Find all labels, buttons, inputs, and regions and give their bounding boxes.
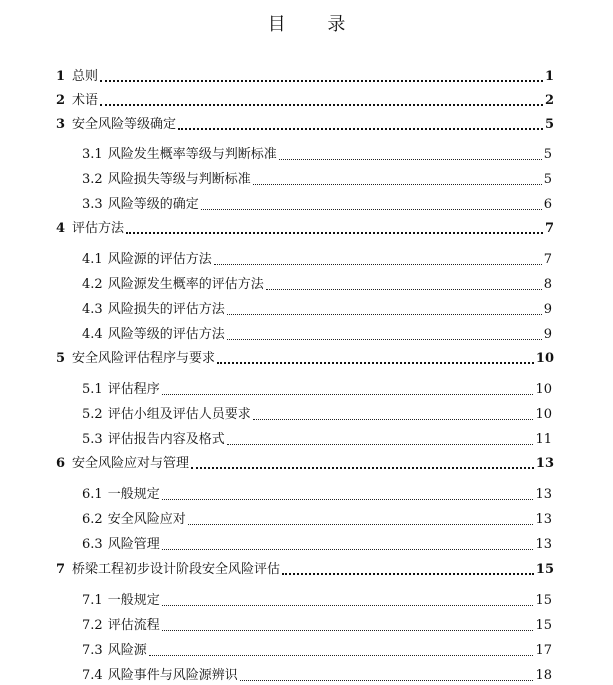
toc-entry-number: 4 bbox=[56, 221, 66, 236]
toc-entry-title: 评估方法 bbox=[72, 221, 125, 236]
toc-entry-number: 6.3 bbox=[82, 537, 103, 552]
toc-entry[interactable] bbox=[82, 171, 552, 189]
toc-dot-leader bbox=[126, 232, 543, 234]
toc-entry[interactable] bbox=[82, 406, 552, 424]
toc-entry-page-number: 1 bbox=[544, 69, 554, 84]
toc-entry-title: 风险源 bbox=[107, 643, 147, 658]
toc-entry-page-number: 13 bbox=[535, 537, 552, 552]
toc-entry[interactable] bbox=[82, 511, 552, 529]
toc-dot-leader bbox=[279, 159, 542, 160]
toc-entry-page-number: 15 bbox=[535, 618, 552, 633]
toc-entry[interactable] bbox=[82, 326, 552, 344]
toc-entry-page-number: 18 bbox=[535, 668, 552, 683]
toc-entry[interactable] bbox=[56, 68, 554, 86]
toc-dot-leader bbox=[100, 80, 543, 82]
toc-entry-title: 一般规定 bbox=[107, 593, 160, 608]
toc-entry-page-number: 10 bbox=[535, 351, 554, 366]
toc-entry-number: 6.1 bbox=[82, 487, 103, 502]
toc-entry-number: 6.2 bbox=[82, 512, 103, 527]
toc-entry-page-number: 5 bbox=[543, 172, 552, 187]
toc-entry-title: 一般规定 bbox=[107, 487, 160, 502]
toc-dot-leader bbox=[217, 362, 534, 364]
toc-entry[interactable] bbox=[82, 617, 552, 635]
toc-dot-leader bbox=[162, 394, 534, 395]
toc-entry-page-number: 10 bbox=[535, 382, 552, 397]
toc-entry-number: 4.3 bbox=[82, 302, 103, 317]
toc-entry-number: 4.4 bbox=[82, 327, 103, 342]
toc-entry-number: 6 bbox=[56, 456, 66, 471]
toc-entry-title: 安全风险应对 bbox=[107, 512, 186, 527]
toc-entry-number: 7.4 bbox=[82, 668, 103, 683]
toc-entry-title: 术语 bbox=[72, 93, 99, 108]
toc-entry-title: 桥梁工程初步设计阶段安全风险评估 bbox=[72, 562, 281, 577]
toc-entry-title: 安全风险评估程序与要求 bbox=[72, 351, 216, 366]
toc-entry-title: 风险损失的评估方法 bbox=[107, 302, 225, 317]
toc-entry-page-number: 10 bbox=[535, 407, 552, 422]
toc-entry-number: 7.3 bbox=[82, 643, 103, 658]
toc-entry[interactable] bbox=[56, 220, 554, 238]
toc-entry-number: 7 bbox=[56, 562, 66, 577]
toc-entry-page-number: 13 bbox=[535, 456, 554, 471]
toc-entry[interactable] bbox=[56, 455, 554, 473]
toc-entry[interactable] bbox=[82, 251, 552, 269]
toc-entry[interactable] bbox=[82, 196, 552, 214]
toc-entry-page-number: 11 bbox=[535, 432, 552, 447]
toc-entry-page-number: 5 bbox=[544, 117, 554, 132]
toc-entry-title: 风险等级的评估方法 bbox=[107, 327, 225, 342]
toc-dot-leader bbox=[149, 655, 534, 656]
toc-entry[interactable] bbox=[82, 486, 552, 504]
toc-entry[interactable] bbox=[82, 276, 552, 294]
toc-entry-number: 5.1 bbox=[82, 382, 103, 397]
toc-title: 目 录 bbox=[267, 14, 364, 35]
toc-entry[interactable] bbox=[56, 116, 554, 134]
toc-dot-leader bbox=[188, 524, 534, 525]
toc-entry-title: 风险等级的确定 bbox=[107, 197, 199, 212]
toc-entry[interactable] bbox=[82, 536, 552, 554]
toc-entry[interactable] bbox=[56, 350, 554, 368]
toc-entry-page-number: 13 bbox=[535, 512, 552, 527]
toc-entry-page-number: 9 bbox=[543, 327, 552, 342]
toc-entry-title: 风险源发生概率的评估方法 bbox=[107, 277, 264, 292]
toc-entry[interactable] bbox=[56, 92, 554, 110]
toc-dot-leader bbox=[227, 444, 534, 445]
toc-entry-page-number: 15 bbox=[535, 562, 554, 577]
toc-dot-leader bbox=[214, 264, 542, 265]
toc-entry[interactable] bbox=[82, 667, 552, 685]
toc-entry-page-number: 6 bbox=[543, 197, 552, 212]
toc-entry-number: 4.1 bbox=[82, 252, 103, 267]
toc-entry-title: 评估程序 bbox=[107, 382, 160, 397]
toc-entry-title: 评估小组及评估人员要求 bbox=[107, 407, 251, 422]
toc-entry-title: 评估报告内容及格式 bbox=[107, 432, 225, 447]
toc-entry[interactable] bbox=[82, 431, 552, 449]
toc-entry-page-number: 7 bbox=[544, 221, 554, 236]
toc-entry-page-number: 13 bbox=[535, 487, 552, 502]
toc-entry-number: 3.3 bbox=[82, 197, 103, 212]
toc-entry-number: 4.2 bbox=[82, 277, 103, 292]
toc-dot-leader bbox=[162, 630, 534, 631]
toc-entry[interactable] bbox=[82, 301, 552, 319]
toc-dot-leader bbox=[282, 573, 534, 575]
toc-dot-leader bbox=[201, 209, 542, 210]
toc-entry-number: 5.3 bbox=[82, 432, 103, 447]
toc-dot-leader bbox=[191, 467, 534, 469]
toc-entry-number: 1 bbox=[56, 69, 66, 84]
toc-entry-page-number: 8 bbox=[543, 277, 552, 292]
toc-dot-leader bbox=[162, 549, 534, 550]
toc-entry-title: 风险事件与风险源辨识 bbox=[107, 668, 238, 683]
toc-entry-page-number: 2 bbox=[544, 93, 554, 108]
toc-dot-leader bbox=[227, 314, 542, 315]
toc-entry-title: 安全风险应对与管理 bbox=[72, 456, 190, 471]
toc-dot-leader bbox=[162, 499, 534, 500]
toc-entry[interactable] bbox=[82, 642, 552, 660]
toc-entry-number: 7.2 bbox=[82, 618, 103, 633]
toc-entry-number: 7.1 bbox=[82, 593, 103, 608]
toc-dot-leader bbox=[178, 128, 543, 130]
toc-dot-leader bbox=[266, 289, 542, 290]
toc-entry-page-number: 17 bbox=[535, 643, 552, 658]
toc-dot-leader bbox=[253, 419, 534, 420]
toc-dot-leader bbox=[240, 680, 534, 681]
toc-entry-number: 3.1 bbox=[82, 147, 103, 162]
toc-entry-title: 总则 bbox=[72, 69, 99, 84]
toc-dot-leader bbox=[162, 605, 534, 606]
toc-entry-title: 安全风险等级确定 bbox=[72, 117, 177, 132]
toc-entry-number: 5 bbox=[56, 351, 66, 366]
toc-entry-title: 风险发生概率等级与判断标准 bbox=[107, 147, 277, 162]
toc-entry-number: 2 bbox=[56, 93, 66, 108]
toc-entry[interactable] bbox=[56, 561, 554, 579]
toc-entry-page-number: 7 bbox=[543, 252, 552, 267]
toc-entry-page-number: 9 bbox=[543, 302, 552, 317]
toc-dot-leader bbox=[227, 339, 542, 340]
toc-entry-title: 评估流程 bbox=[107, 618, 160, 633]
toc-entry-title: 风险损失等级与判断标准 bbox=[107, 172, 251, 187]
toc-entry[interactable] bbox=[82, 381, 552, 399]
toc-entry-number: 5.2 bbox=[82, 407, 103, 422]
toc-entry-number: 3.2 bbox=[82, 172, 103, 187]
toc-entry-page-number: 5 bbox=[543, 147, 552, 162]
toc-entry-page-number: 15 bbox=[535, 593, 552, 608]
toc-dot-leader bbox=[253, 184, 542, 185]
toc-entry-title: 风险源的评估方法 bbox=[107, 252, 212, 267]
toc-entry-title: 风险管理 bbox=[107, 537, 160, 552]
toc-entry[interactable] bbox=[82, 592, 552, 610]
toc-entry[interactable] bbox=[82, 146, 552, 164]
toc-dot-leader bbox=[100, 104, 543, 106]
toc-entry-number: 3 bbox=[56, 117, 66, 132]
